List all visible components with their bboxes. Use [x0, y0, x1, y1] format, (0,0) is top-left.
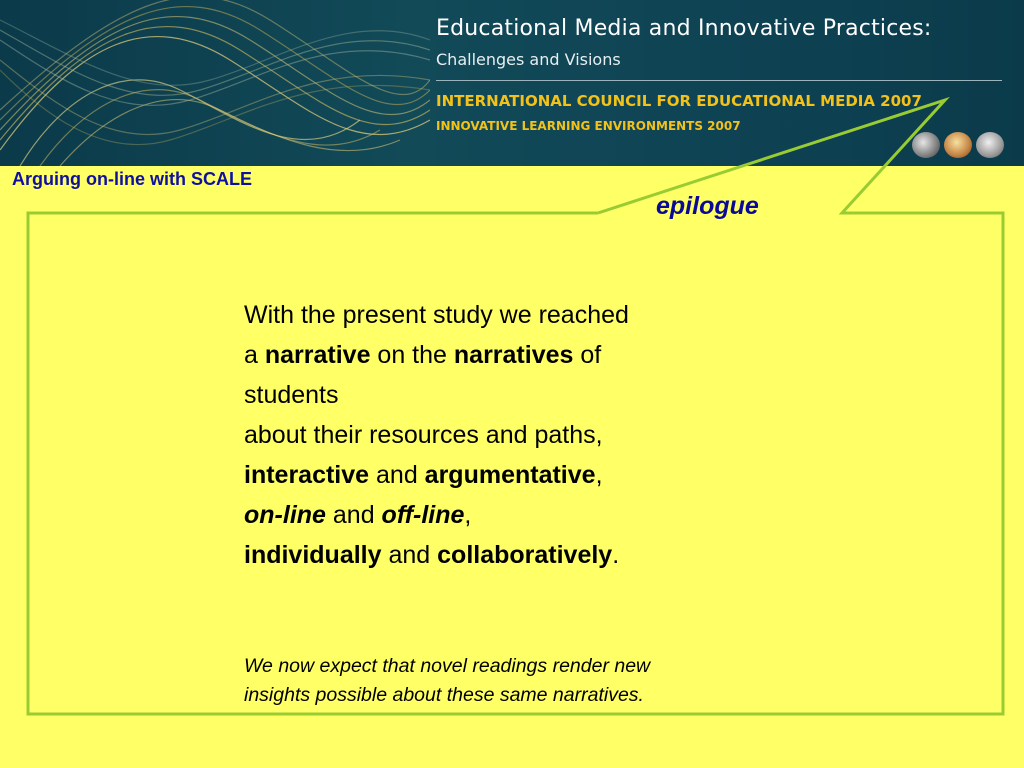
- text-run: .: [612, 541, 620, 569]
- body-line-3: students: [244, 381, 339, 409]
- partner-logos: [912, 132, 1008, 162]
- body-line-7: [244, 535, 804, 575]
- slide-title: Arguing on-line with SCALE: [12, 169, 252, 189]
- banner-text-block: [436, 0, 1024, 166]
- body-line-5: [244, 455, 804, 495]
- emphasis-narratives: narratives: [453, 341, 574, 369]
- body-text: [244, 295, 804, 575]
- text-run: ,: [595, 461, 603, 489]
- text-run: a: [244, 341, 265, 369]
- conference-title: Educational Media and Innovative Practices:: [436, 16, 932, 41]
- body-line-6: [244, 495, 804, 535]
- text-run: of: [573, 341, 602, 369]
- epilogue-label: epilogue: [656, 192, 759, 220]
- closing-statement: [244, 652, 804, 710]
- emphasis-collaboratively: collaboratively: [437, 541, 613, 569]
- text-run: and: [381, 541, 438, 569]
- ile-name: INNOVATIVE LEARNING ENVIRONMENTS 2007: [436, 119, 741, 133]
- text-run: and: [325, 501, 382, 529]
- text-run: on the: [370, 341, 454, 369]
- closing-line-2: insights possible about these same narratives.: [244, 684, 644, 706]
- emphasis-interactive: interactive: [244, 461, 370, 489]
- body-line-4: about their resources and paths,: [244, 421, 603, 449]
- emphasis-individually: individually: [244, 541, 382, 569]
- body-line-1: With the present study we reached: [244, 301, 629, 329]
- partner-logo-icon: [976, 132, 1004, 158]
- council-name: INTERNATIONAL COUNCIL FOR EDUCATIONAL MEDIA 2007: [436, 92, 922, 110]
- closing-line-1: We now expect that novel readings render new: [244, 655, 651, 677]
- emphasis-argumentative: argumentative: [424, 461, 596, 489]
- header-banner: [0, 0, 1024, 166]
- conference-subtitle: Challenges and Visions: [436, 50, 621, 69]
- body-line-2: [244, 335, 804, 375]
- emphasis-narrative: narrative: [264, 341, 371, 369]
- ile-logo-icon: [944, 132, 972, 158]
- emphasis-off-line: off-line: [381, 501, 465, 529]
- text-run: and: [369, 461, 425, 489]
- banner-divider: [436, 80, 1002, 81]
- icem-logo-icon: [912, 132, 940, 158]
- decorative-wave-graphic: [0, 0, 430, 166]
- text-run: ,: [464, 501, 472, 529]
- emphasis-on-line: on-line: [244, 501, 326, 529]
